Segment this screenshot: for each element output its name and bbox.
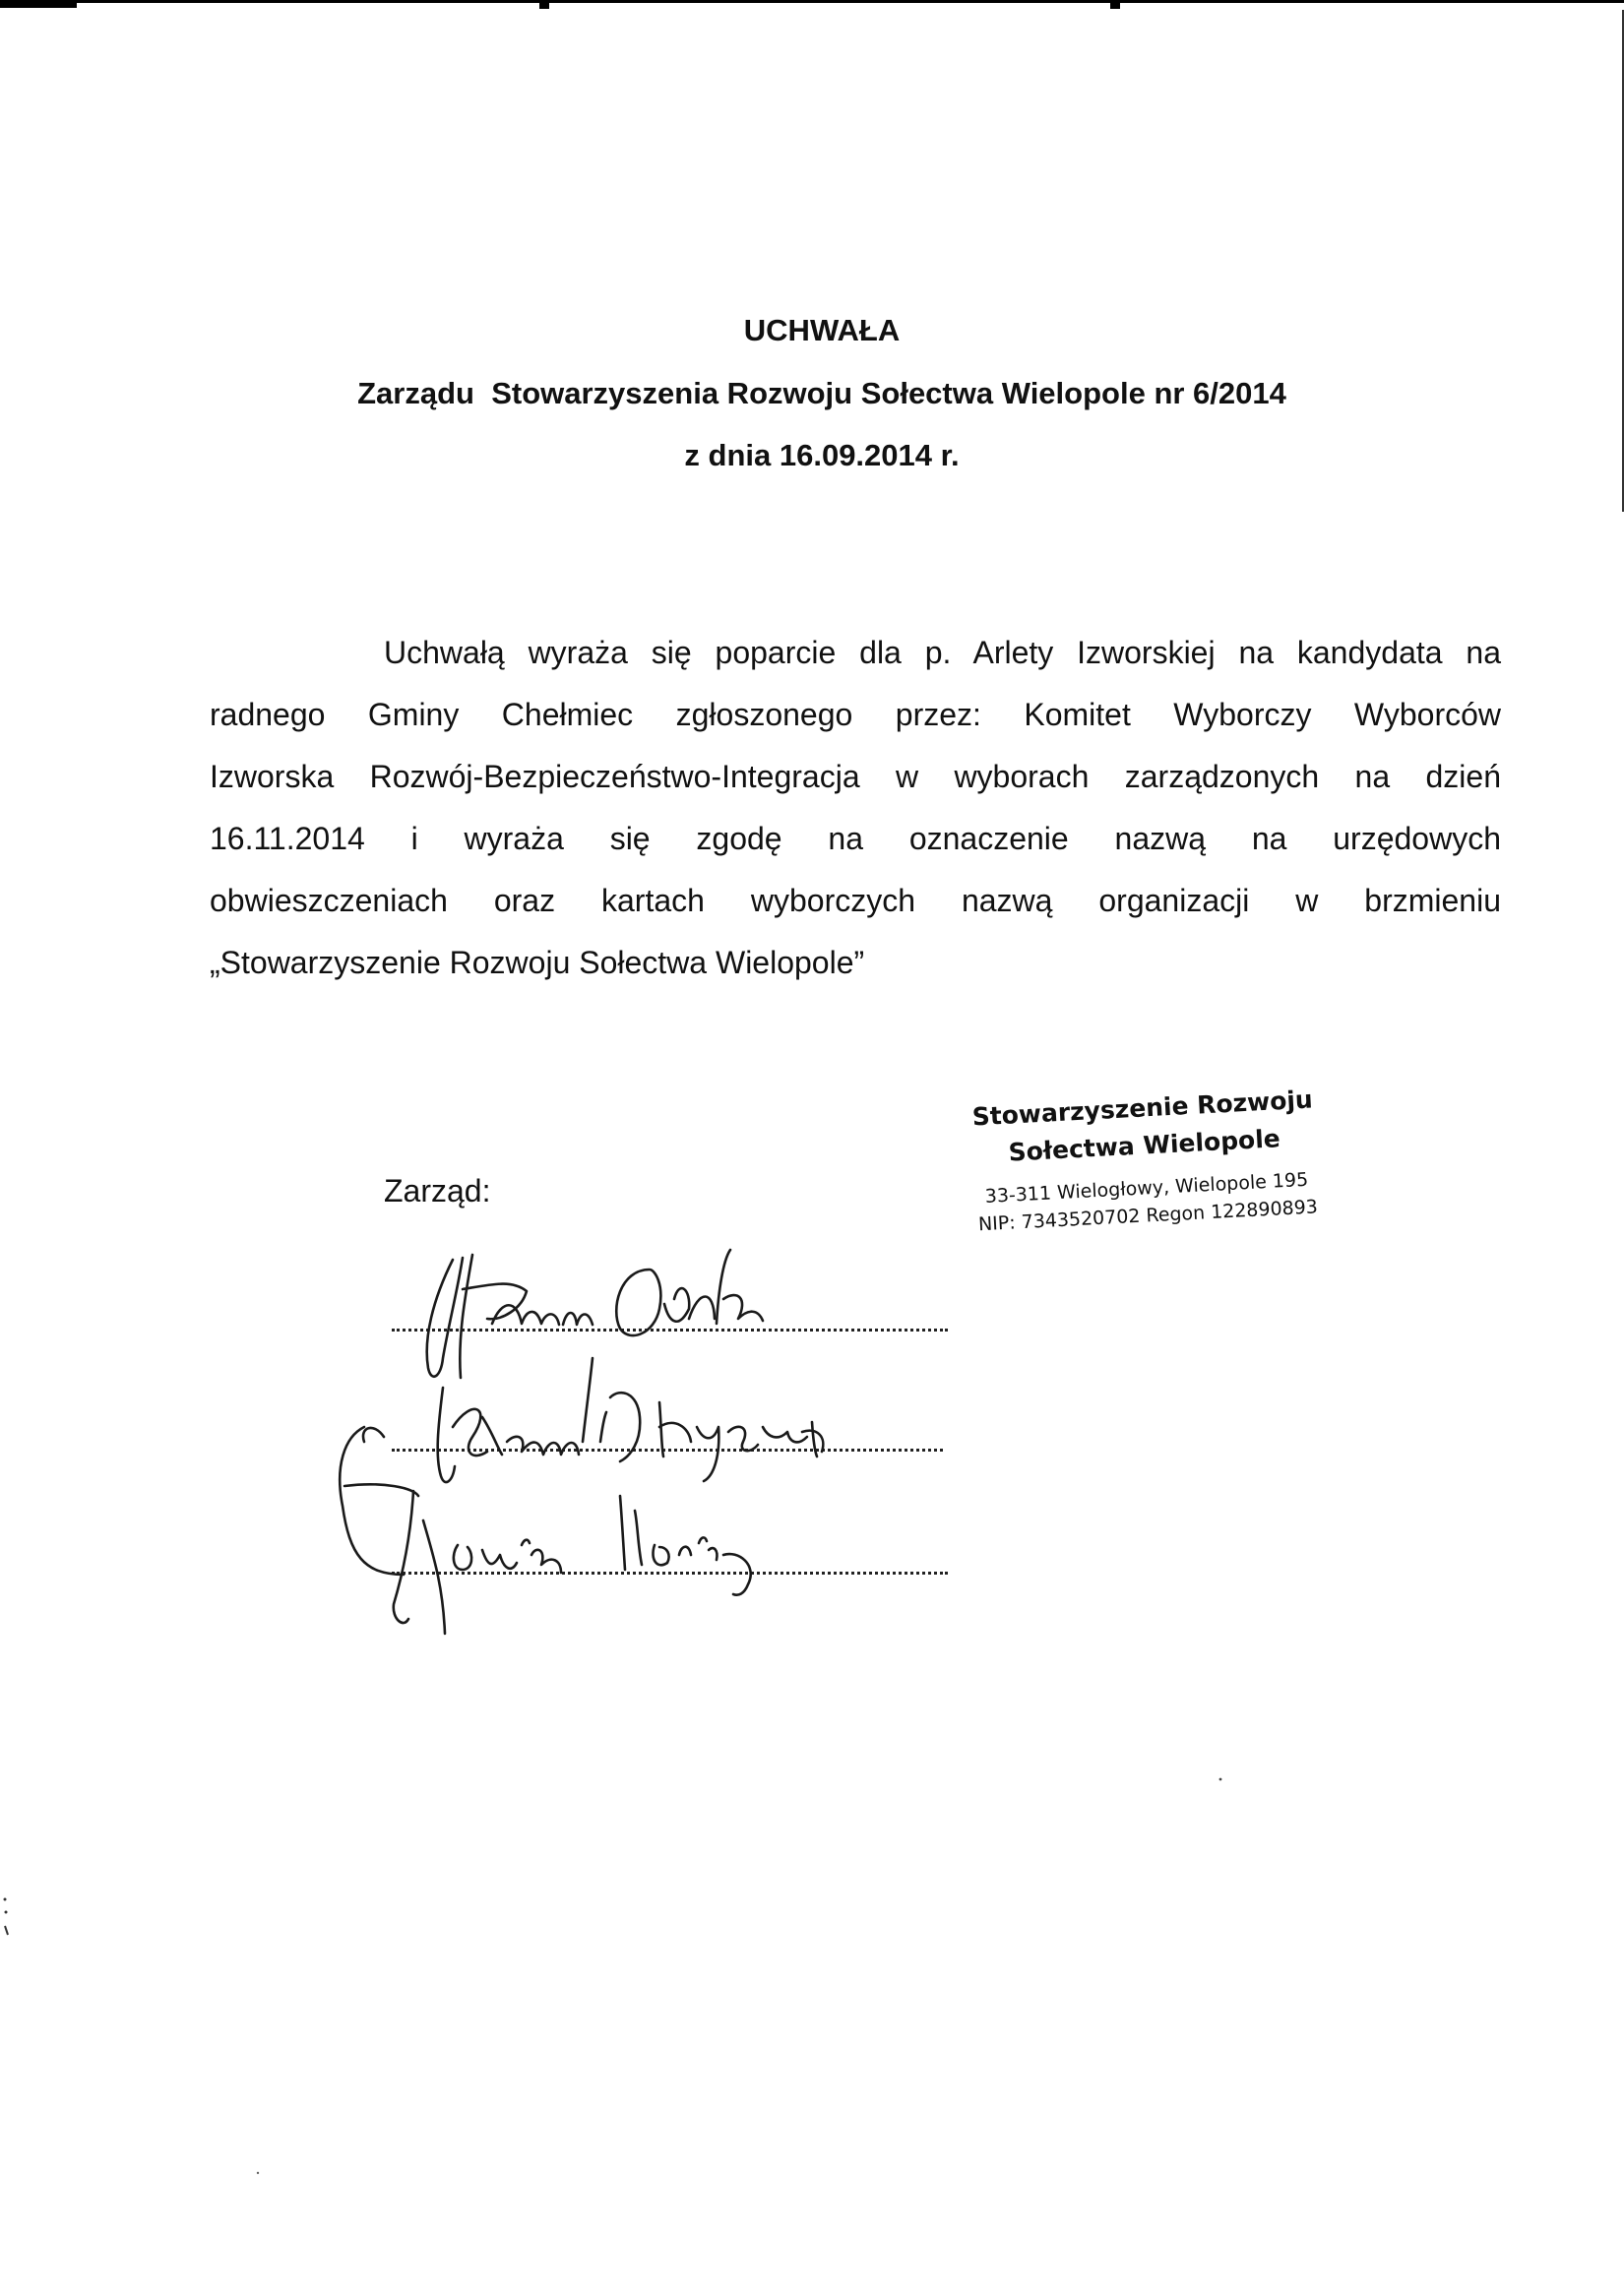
signature-3 (344, 1484, 751, 1634)
body-line: 16.11.2014 i wyraża się zgodę na oznaczenie nazwą na urzędowych (210, 821, 1501, 856)
body-line: Uchwałą wyraża się poparcie dla p. Arlety Izworskiej na kandydata na (384, 635, 1501, 670)
resolution-body (210, 622, 1501, 994)
body-line: radnego Gminy Chełmiec zgłoszonego przez: Komitet Wyborczy Wyborców (210, 697, 1501, 732)
stamp-name-line: Sołectwa Wielopole (1007, 1124, 1281, 1167)
body-line: „Stowarzyszenie Rozwoju Sołectwa Wielopole” (210, 945, 865, 980)
stamp-registry-numbers: NIP: 7343520702 Regon 122890893 (977, 1196, 1319, 1236)
document-title: UCHWAŁA (743, 313, 901, 347)
handwritten-signatures (325, 1230, 1014, 1643)
scan-top-edge (0, 0, 1624, 10)
stamp-name-line: Stowarzyszenie Rozwoju (971, 1085, 1314, 1132)
board-label: Zarząd: (384, 1173, 491, 1208)
organization-stamp (945, 1080, 1345, 1240)
signature-2 (340, 1358, 823, 1575)
signature-1 (427, 1250, 763, 1378)
document-subtitle: Zarządu Stowarzyszenia Rozwoju Sołectwa Wielopole nr 6/2014 (357, 376, 1286, 410)
document-date: z dnia 16.09.2014 r. (684, 438, 960, 472)
body-line: obwieszczeniach oraz kartach wyborczych nazwą organizacji w brzmieniu (210, 883, 1501, 918)
body-line: Izworska Rozwój-Bezpieczeństwo-Integracja w wyborach zarządzonych na dzień (210, 759, 1501, 794)
stamp-address: 33-311 Wielogłowy, Wielopole 195 (984, 1168, 1309, 1208)
